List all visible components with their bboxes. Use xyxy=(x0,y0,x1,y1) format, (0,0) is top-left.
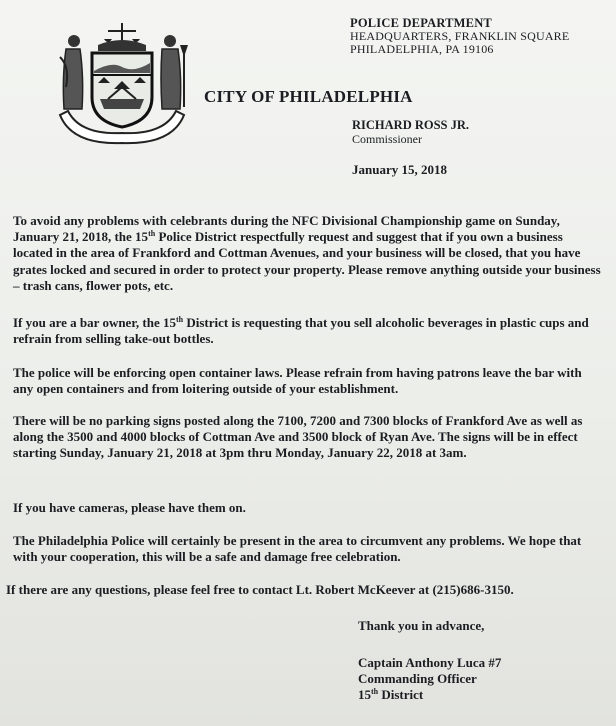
commissioner-title: Commissioner xyxy=(352,132,423,146)
commissioner-block xyxy=(352,118,469,146)
district-word: District xyxy=(378,687,424,702)
signer-name: Captain Anthony Luca #7 xyxy=(358,655,502,670)
district-number: 15 xyxy=(358,687,371,702)
paragraph-3: The police will be enforcing open container laws. Please refrain from having patrons leave the bar with any open containers and from loitering outside of your establishment. xyxy=(13,365,582,397)
paragraph-1-text-b: Police District respectfully request and suggest that if you own a business located in the area of Frankford and Cottman Avenues, and your business will be closed, that you have grates locked and secured in order to protect your property. Please remove anything outside your business – trash cans, flower pots, etc. xyxy=(13,229,601,293)
paragraph-2-text-a: If you are a bar owner, the 15 xyxy=(13,315,176,330)
signer-title: Commanding Officer xyxy=(358,671,477,686)
paragraph-1 xyxy=(13,213,603,294)
address-line-1: HEADQUARTERS, FRANKLIN SQUARE xyxy=(350,29,570,43)
department-name: POLICE DEPARTMENT xyxy=(350,16,492,30)
letter-date: January 15, 2018 xyxy=(352,162,447,177)
paragraph-4: There will be no parking signs posted along the 7100, 7200 and 7300 blocks of Frankford Ave as well as along the 3500 and 4000 blocks of Cottman Ave and 3500 block of Ryan Ave. The signs will be in effect starting Sunday, January 21, 2018 at 3pm thru Monday, January 22, 2018 at 3am. xyxy=(13,413,583,461)
paragraph-7: If there are any questions, please feel free to contact Lt. Robert McKeever at (215)686-3150. xyxy=(6,582,514,597)
paragraph-2-text-b: District is requesting that you sell alcoholic beverages in plastic cups and refrain from selling take-out bottles. xyxy=(13,315,589,347)
city-seal-icon xyxy=(52,17,192,147)
paragraph-5: If you have cameras, please have them on. xyxy=(13,500,246,515)
paragraph-2-superscript: th xyxy=(175,315,184,324)
address-line-2: PHILADELPHIA, PA 19106 xyxy=(350,42,494,56)
paragraph-1-text-a: To avoid any problems with celebrants during the NFC Divisional Championship game on Sunday, January 21, 2018, the 15 xyxy=(13,213,560,245)
paragraph-6: The Philadelphia Police will certainly be present in the area to circumvent any problems. We hope that with your cooperation, this will be a safe and damage free celebration. xyxy=(13,533,582,565)
paragraph-2 xyxy=(13,315,603,347)
signer-district xyxy=(358,687,501,703)
closing-line: Thank you in advance, xyxy=(358,618,485,633)
commissioner-name: RICHARD ROSS JR. xyxy=(352,118,470,132)
paragraph-1-superscript: th xyxy=(148,229,156,239)
signature-block xyxy=(358,655,501,703)
department-header xyxy=(350,17,569,56)
district-superscript: th xyxy=(371,687,379,696)
city-name: CITY OF PHILADELPHIA xyxy=(204,87,413,106)
